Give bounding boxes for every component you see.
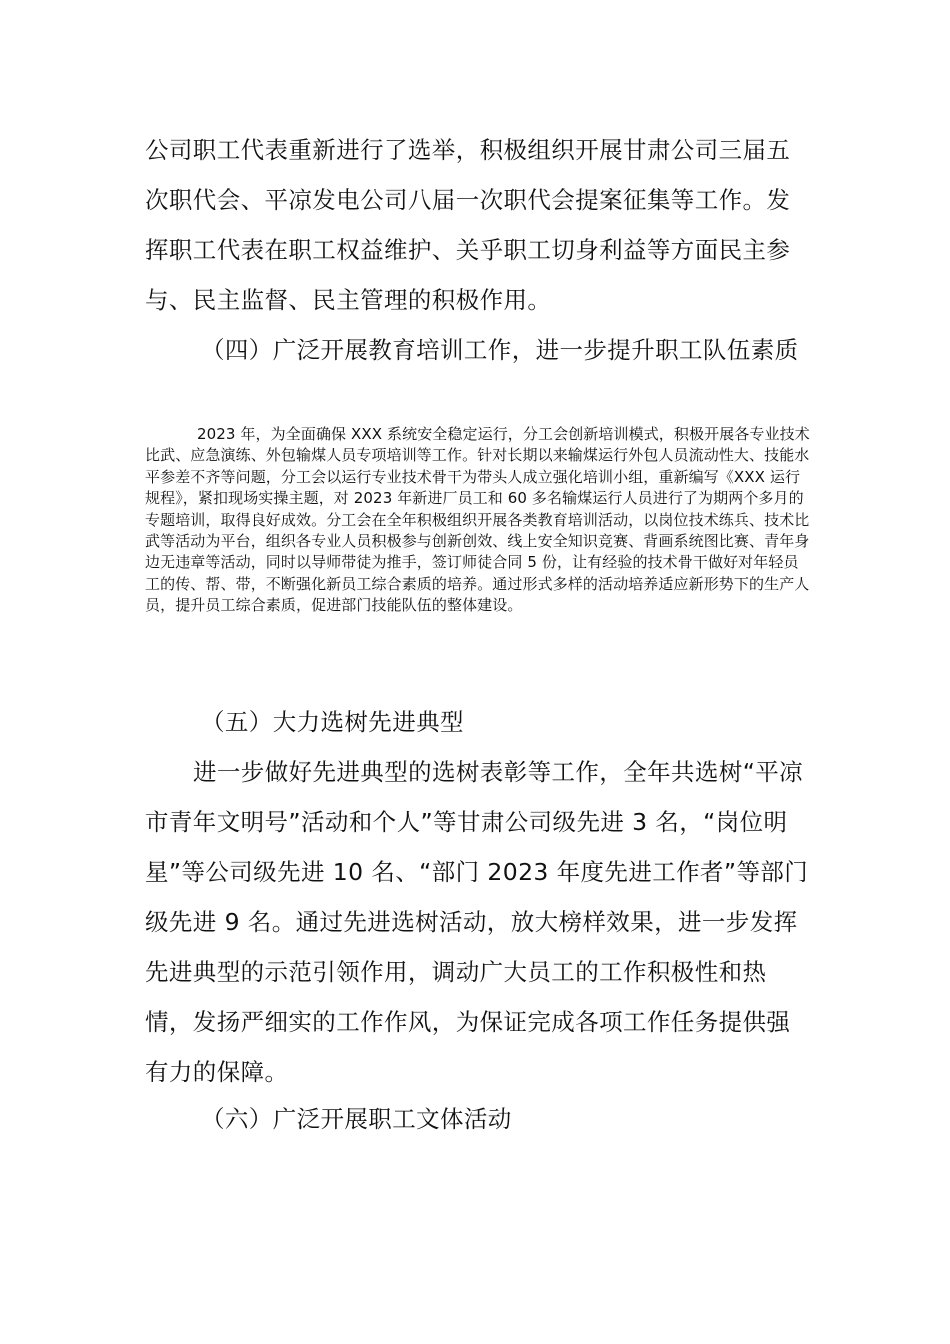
section-heading-cultural-activities: （六）广泛开展职工文体活动 [201, 1105, 512, 1133]
section-heading-training: （四）广泛开展教育培训工作，进一步提升职工队伍素质 [201, 336, 799, 364]
paragraph-training-details: 2023 年，为全面确保 XXX 系统安全稳定运行，分工会创新培训模式，积极开展各专业技术比武、应急演练、外包输煤人员专项培训等工作。针对长期以来输煤运行外包人员流动性大、技能水平参差不齐等问题，分工会以运行专业技术骨干为带头人成立强化培训小组，重新编写《XXX 运行规程》，紧扣现场实操主题，对 2023 年新进厂员工和 60 多名输煤运行人员进行了为期两个多月的专题培训，取得良好成效。分工会在全年积极组织开展各类教育培训活动，以岗位技术练兵、技术比武等活动为平台，组织各专业人员积极参与创新创效、线上安全知识竞赛、背画系统图比赛、青年身边无违章等活动，同时以导师带徒为推手，签订师徒合同 5 份，让有经验的技术骨干做好对年轻员工的传、帮、带，不断强化新员工综合素质的培养。通过形式多样的活动培养适应新形势下的生产人员，提升员工综合素质，促进部门技能队伍的整体建设。 [145, 425, 810, 615]
paragraph-worker-congress: 公司职工代表重新进行了选举，积极组织开展甘肃公司三届五次职代会、平凉发电公司八届一次职代会提案征集等工作。发挥职工代表在职工权益维护、关乎职工切身利益等方面民主参与、民主监督、民主管理的积极作用。 [145, 136, 791, 314]
section-heading-advanced-models: （五）大力选树先进典型 [201, 708, 464, 736]
paragraph-advanced-models: 进一步做好先进典型的选树表彰等工作，全年共选树“平凉市青年文明号”活动和个人”等甘肃公司级先进 3 名，“岗位明星”等公司级先进 10 名、“部门 2023 年度先进工作者”等部门级先进 9 名。通过先进选树活动，放大榜样效果，进一步发挥先进典型的示范引领作用，调动广大员工的工作积极性和热情，发扬严细实的工作作风，为保证完成各项工作任务提供强有力的保障。 [145, 758, 809, 1086]
